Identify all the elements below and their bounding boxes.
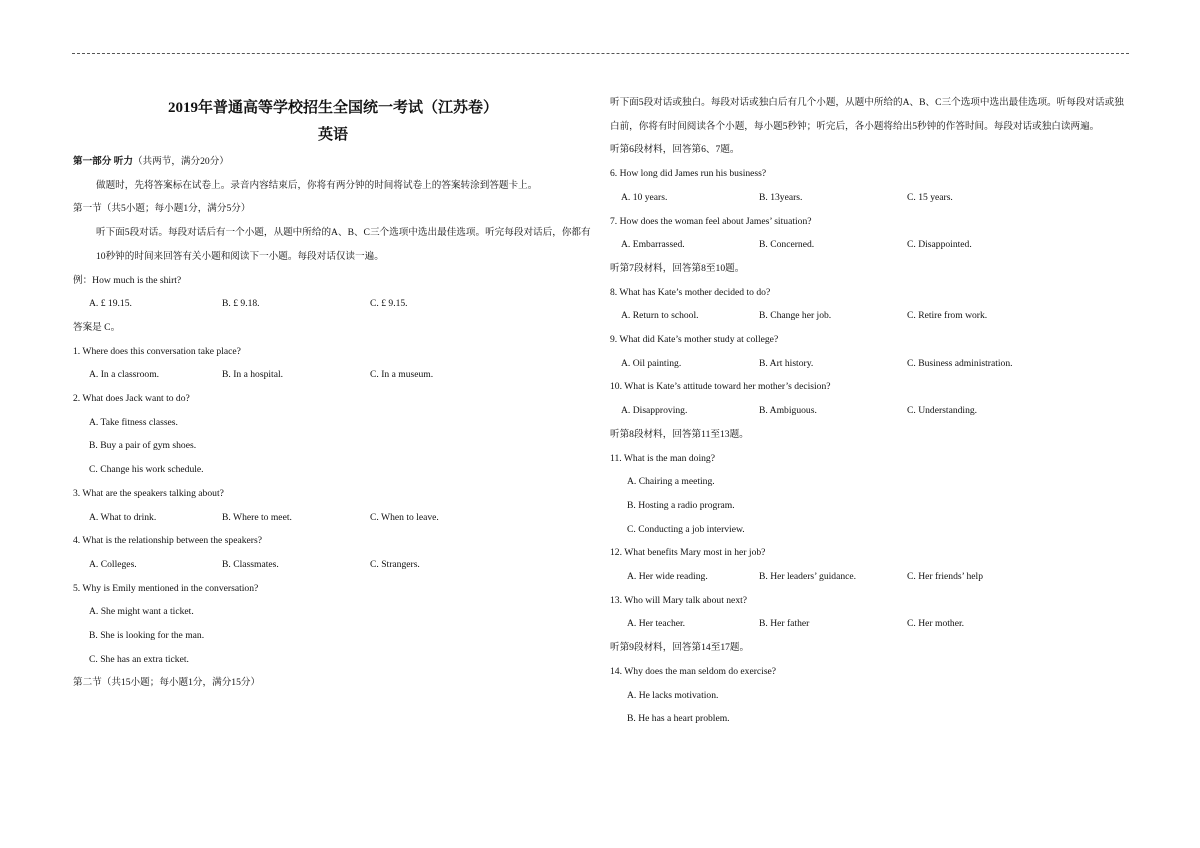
option-c: C. Retire from work. xyxy=(907,310,988,322)
option-a: A. £ 19.15. xyxy=(89,298,132,310)
option-b: B. Her leaders’ guidance. xyxy=(759,571,857,583)
material-6-heading: 听第6段材料，回答第6、7题。 xyxy=(610,144,740,156)
option-b: B. Where to meet. xyxy=(222,511,292,523)
option-a: A. Chairing a meeting. xyxy=(627,476,715,488)
question-11: 11. What is the man doing? xyxy=(610,452,715,464)
option-a: A. Disapproving. xyxy=(621,405,688,417)
option-a: A. Colleges. xyxy=(89,558,137,570)
question-6: 6. How long did James run his business? xyxy=(610,168,767,180)
section1-instructions: 听下面5段对话。每段对话后有一个小题，从题中所给的A、B、C三个选项中选出最佳选项。听完每段对话后，你都有10秒钟的时间来回答有关小题和阅读下一小题。每段对话仅读一遍。 xyxy=(96,227,591,262)
option-c: C. Business administration. xyxy=(907,357,1013,369)
option-b: B. She is looking for the man. xyxy=(89,630,205,642)
part1-bold: 第一部分 听力 xyxy=(73,156,133,167)
option-c: C. £ 9.15. xyxy=(370,298,408,310)
question-9-options xyxy=(610,352,1130,376)
example-answer: 答案是 C。 xyxy=(73,321,121,333)
question-12: 12. What benefits Mary most in her job? xyxy=(610,547,766,559)
option-c: C. When to leave. xyxy=(370,511,439,523)
option-b: B. Her father xyxy=(759,618,810,630)
section2-heading: 第二节（共15小题；每小题1分，满分15分） xyxy=(73,677,261,689)
material-9-heading: 听第9段材料，回答第14至17题。 xyxy=(610,642,750,654)
option-b: B. Change her job. xyxy=(759,310,832,322)
option-c: C. She has an extra ticket. xyxy=(89,653,189,665)
example-options xyxy=(73,292,593,316)
option-c: C. Strangers. xyxy=(370,558,420,570)
material-7-heading: 听第7段材料，回答第8至10题。 xyxy=(610,262,745,274)
question-13-options xyxy=(610,612,1130,636)
option-a: A. What to drink. xyxy=(89,511,157,523)
option-b: B. In a hospital. xyxy=(222,369,284,381)
option-c: C. Understanding. xyxy=(907,405,978,417)
option-a: A. He lacks motivation. xyxy=(627,689,719,701)
option-a: A. Embarrassed. xyxy=(621,239,685,251)
option-b: B. Ambiguous. xyxy=(759,405,817,417)
part1-rest: （共两节，满分20分） xyxy=(132,156,229,167)
intro-text: 做题时，先将答案标在试卷上。录音内容结束后，你将有两分钟的时间将试卷上的答案转涂到答题卡上。 xyxy=(96,179,538,191)
option-b: B. Buy a pair of gym shoes. xyxy=(89,440,197,452)
material-8-heading: 听第8段材料，回答第11至13题。 xyxy=(610,428,749,440)
top-dashed-rule xyxy=(72,53,1129,54)
question-8: 8. What has Kate’s mother decided to do? xyxy=(610,286,771,298)
option-a: A. She might want a ticket. xyxy=(89,606,194,618)
option-a: A. Her teacher. xyxy=(627,618,686,630)
question-9: 9. What did Kate’s mother study at college? xyxy=(610,334,779,346)
option-c: C. Change his work schedule. xyxy=(89,464,204,476)
question-7-options xyxy=(610,233,1130,257)
option-a: A. Oil painting. xyxy=(621,357,682,369)
question-6-options xyxy=(610,186,1130,210)
option-c: C. In a museum. xyxy=(370,369,434,381)
left-column xyxy=(73,92,593,695)
question-12-options xyxy=(610,565,1130,589)
option-b: B. Concerned. xyxy=(759,239,815,251)
question-4-options xyxy=(73,553,593,577)
question-14: 14. Why does the man seldom do exercise? xyxy=(610,665,777,677)
exam-title: 2019年普通高等学校招生全国统一考试（江苏卷） xyxy=(167,100,498,116)
part1-heading xyxy=(73,150,593,174)
section2-instructions: 听下面5段对话或独白。每段对话或独白后有几个小题，从题中所给的A、B、C三个选项中选出最佳选项。听每段对话或独白前，你将有时间阅读各个小题，每小题5秒钟；听完后，各小题将给出5秒钟的作答时间。每段对话或独白读两遍。 xyxy=(610,97,1124,132)
question-4: 4. What is the relationship between the speakers? xyxy=(73,535,262,547)
option-a: A. Take fitness classes. xyxy=(89,416,178,428)
option-a: A. 10 years. xyxy=(621,191,668,203)
question-8-options xyxy=(610,304,1130,328)
question-2: 2. What does Jack want to do? xyxy=(73,393,190,405)
option-b: B. Art history. xyxy=(759,357,814,369)
question-1-options xyxy=(73,363,593,387)
option-b: B. 13years. xyxy=(759,191,803,203)
example-question: 例：How much is the shirt? xyxy=(73,274,182,286)
option-a: A. Return to school. xyxy=(621,310,699,322)
question-1: 1. Where does this conversation take place? xyxy=(73,345,241,357)
question-3: 3. What are the speakers talking about? xyxy=(73,487,224,499)
question-10: 10. What is Kate’s attitude toward her mother’s decision? xyxy=(610,381,831,393)
option-b: B. He has a heart problem. xyxy=(627,713,730,725)
option-c: C. 15 years. xyxy=(907,191,953,203)
question-13: 13. Who will Mary talk about next? xyxy=(610,594,748,606)
option-c: C. Disappointed. xyxy=(907,239,972,251)
option-a: A. In a classroom. xyxy=(89,369,160,381)
exam-subject: 英语 xyxy=(317,127,348,143)
section1-heading: 第一节（共5小题；每小题1分，满分5分） xyxy=(73,203,251,215)
option-b: B. Classmates. xyxy=(222,558,279,570)
question-3-options xyxy=(73,506,593,530)
option-c: C. Her friends’ help xyxy=(907,571,984,583)
option-c: C. Her mother. xyxy=(907,618,965,630)
option-c: C. Conducting a job interview. xyxy=(627,523,745,535)
question-5: 5. Why is Emily mentioned in the conversation? xyxy=(73,582,259,594)
option-a: A. Her wide reading. xyxy=(627,571,708,583)
right-column xyxy=(610,91,1130,731)
question-10-options xyxy=(610,399,1130,423)
option-b: B. Hosting a radio program. xyxy=(627,499,735,511)
question-7: 7. How does the woman feel about James’ situation? xyxy=(610,215,812,227)
option-b: B. £ 9.18. xyxy=(222,298,260,310)
